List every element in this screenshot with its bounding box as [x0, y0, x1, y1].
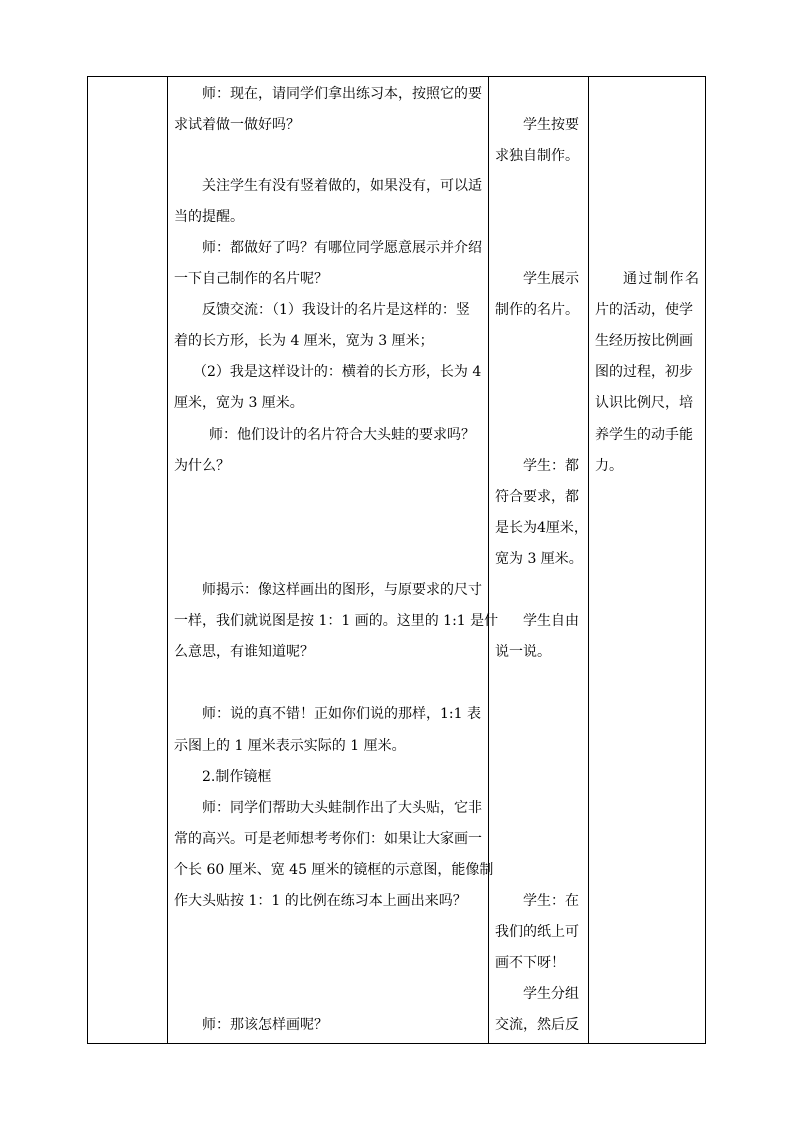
- process-line: 作大头贴按 1：1 的比例在练习本上画出来吗？: [174, 893, 467, 909]
- design-intent-line: 力。: [595, 458, 623, 474]
- student-activity-line: 说一说。: [495, 644, 551, 660]
- process-line: 为什么？: [174, 458, 230, 474]
- design-intent-line: 生经历按比例画: [595, 333, 693, 349]
- student-activity-line: 是长为4厘米，: [495, 520, 588, 536]
- process-line: 么意思，有谁知道呢？: [174, 644, 314, 660]
- column-divider-1: [167, 76, 168, 1044]
- table-bottom-border: [87, 1043, 706, 1044]
- student-activity-line: 我们的纸上可: [495, 924, 579, 940]
- process-line: 关注学生有没有竖着做的，如果没有，可以适: [202, 178, 482, 194]
- student-activity-line: 制作的名片。: [495, 302, 579, 318]
- student-activity-line: 学生展示: [523, 271, 579, 287]
- student-activity-line: 交流，然后反: [495, 1017, 579, 1033]
- student-activity-line: 学生分组: [523, 986, 579, 1002]
- section-heading: 2.制作镜框: [202, 769, 272, 785]
- process-line: 一下自己制作的名片呢？: [174, 271, 328, 287]
- table-top-border: [87, 76, 706, 77]
- process-line: 师：他们设计的名片符合大头蛙的要求吗？: [209, 427, 475, 443]
- process-line: 示图上的 1 厘米表示实际的 1 厘米。: [174, 738, 406, 754]
- design-intent-line: 认识比例尺，培: [595, 395, 693, 411]
- column-divider-3: [588, 76, 589, 1044]
- student-activity-line: 宽为 3 厘米。: [495, 551, 583, 567]
- student-activity-line: 学生按要: [523, 117, 579, 133]
- student-activity-line: 学生自由: [523, 613, 579, 629]
- process-line: 师：都做好了吗？有哪位同学愿意展示并介绍: [202, 240, 482, 256]
- process-line: （2）我是这样设计的：横着的长方形，长为 4: [193, 364, 482, 380]
- process-line: 师：那该怎样画呢？: [202, 1017, 328, 1033]
- student-activity-line: 学生：在: [523, 893, 579, 909]
- process-line: 师：说的真不错！正如你们说的那样，1:1 表: [202, 706, 481, 722]
- process-line: 个长 60 厘米、宽 45 厘米的镜框的示意图，能像制: [174, 862, 494, 878]
- student-activity-line: 画不下呀！: [495, 955, 565, 971]
- table-right-border: [705, 76, 706, 1044]
- process-line: 当的提醒。: [174, 209, 244, 225]
- process-line: 师：同学们帮助大头蛙制作出了大头贴，它非: [202, 800, 482, 816]
- process-line: 常的高兴。可是老师想考考你们：如果让大家画一: [174, 831, 482, 847]
- table-left-border: [87, 76, 88, 1044]
- design-intent-line: 图的过程，初步: [595, 364, 693, 380]
- student-activity-line: 符合要求，都: [495, 489, 579, 505]
- column-divider-2: [488, 76, 489, 1044]
- student-activity-line: 学生：都: [523, 458, 579, 474]
- process-line: 师揭示：像这样画出的图形，与原要求的尺寸: [202, 582, 482, 598]
- process-line: 反馈交流：（1）我设计的名片是这样的：竖: [202, 302, 470, 318]
- process-line: 师：现在，请同学们拿出练习本，按照它的要: [202, 86, 482, 102]
- design-intent-line: 通过制作名: [623, 271, 701, 287]
- process-line: 求试着做一做好吗？: [174, 117, 300, 133]
- process-line: 一样，我们就说图是按 1：1 画的。这里的 1:1 是什: [174, 613, 499, 629]
- process-line: 着的长方形，长为 4 厘米，宽为 3 厘米；: [174, 333, 434, 349]
- design-intent-line: 养学生的动手能: [595, 427, 693, 443]
- process-line: 厘米，宽为 3 厘米。: [174, 395, 304, 411]
- student-activity-line: 求独自制作。: [495, 148, 579, 164]
- design-intent-line: 片的活动，使学: [595, 302, 693, 318]
